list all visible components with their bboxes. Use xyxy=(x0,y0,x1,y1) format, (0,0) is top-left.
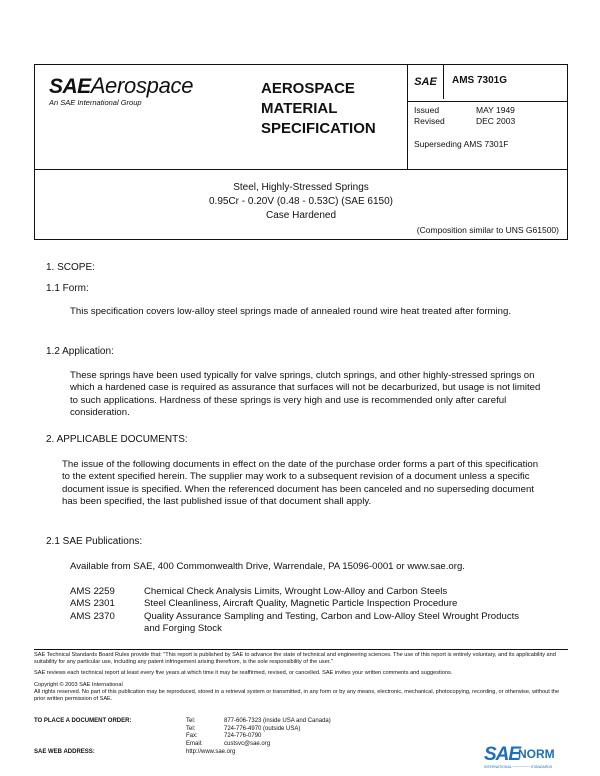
reference-list xyxy=(70,586,600,636)
section-1-1-heading: 1.1 Form: xyxy=(46,283,89,294)
footer-review-note: SAE reviews each technical report at least every five years at which time it may be reaffirmed, revised, or cancelled. SAE invites your written comments and suggestions. xyxy=(34,670,453,676)
section-2-heading: 2. APPLICABLE DOCUMENTS: xyxy=(46,434,188,445)
sae-norm-logo: SAE NORM INTERNATIONAL ─────── STANDARDS xyxy=(484,744,555,769)
footer-rules-note: SAE Technical Standards Board Rules provide that: "This report is published by SAE to advance the state of technical and engineering sciences. The use of this report is entirely voluntary, and its applicability and suitability for any particular use, including any patent infringement arising therefrom, is the sole responsibility of the user." xyxy=(34,652,556,666)
contact-block: TO PLACE A DOCUMENT ORDER: Tel: 877-606-7323 (inside USA and Canada) Tel: 724-776-4970 (outside USA) Fax: 724-776-0790 Email: custsvc@sae.org SAE WEB ADDRESS: http://www.sae.org xyxy=(34,718,424,757)
subject-line-2: 0.95Cr - 0.20V (0.48 - 0.53C) (SAE 6150) xyxy=(209,196,393,207)
issued-row: Issued MAY 1949 xyxy=(414,105,515,115)
web-address-label: SAE WEB ADDRESS: xyxy=(34,748,95,755)
logo-sae-text: SAE xyxy=(49,75,91,98)
superseding-note: Superseding AMS 7301F xyxy=(414,139,509,149)
phone-outside-usa[interactable]: 724-776-4970 (outside USA) xyxy=(224,725,301,732)
web-address-link[interactable]: http://www.sae.org xyxy=(186,748,236,755)
section-1-heading: 1. SCOPE: xyxy=(46,262,95,273)
title-line-3: SPECIFICATION xyxy=(261,120,376,137)
section-2-1-heading: 2.1 SAE Publications: xyxy=(46,536,143,547)
footer-copyright: Copyright © 2003 SAE International xyxy=(34,682,123,688)
section-1-2-text: These springs have been used typically for valve springs, clutch springs, and other highly-stressed springs on which a hardened case is required as assurance that surfaces will not be decarburized, but usage is not limited to such applications. Hardness of these springs is very high and use is recommended only after careful consideration. xyxy=(70,370,541,419)
phone-inside-usa[interactable]: 877-606-7323 (inside USA and Canada) xyxy=(224,718,331,724)
title-line-1: AEROSPACE xyxy=(261,80,355,97)
title-line-2: MATERIAL xyxy=(261,100,338,117)
section-2-1-text: Available from SAE, 400 Commonwealth Drive, Warrendale, PA 15096-0001 or www.sae.org. xyxy=(70,561,465,572)
document-info-panel xyxy=(407,65,567,169)
sae-aerospace-logo xyxy=(35,65,249,169)
composition-note: (Composition similar to UNS G61500) xyxy=(416,225,559,235)
header-box xyxy=(34,64,568,170)
footer-divider xyxy=(34,649,568,650)
document-type-title xyxy=(261,79,407,139)
sae-norm-logo-icon: SAE xyxy=(484,744,521,765)
list-item: AMS 2301 Steel Cleanliness, Aircraft Quality, Magnetic Particle Inspection Procedure xyxy=(70,598,458,610)
list-item: AMS 2259 Chemical Check Analysis Limits, Wrought Low-Alloy and Carbon Steels xyxy=(70,586,448,597)
sae-mini-logo-icon: SAE xyxy=(408,65,444,99)
logo-aerospace-text: Aerospace xyxy=(90,73,194,98)
logo-subtitle: An SAE International Group xyxy=(49,98,142,107)
section-1-2-heading: 1.2 Application: xyxy=(46,346,114,357)
email-link[interactable]: custsvc@sae.org xyxy=(224,741,271,748)
order-label: TO PLACE A DOCUMENT ORDER: xyxy=(34,718,132,724)
list-item: AMS 2370 Quality Assurance Sampling and Testing, Carbon and Low-Alloy Steel Wrought Products and Forging Stock xyxy=(70,610,520,635)
fax-number: 724-776-0790 xyxy=(224,733,262,740)
section-2-text: The issue of the following documents in effect on the date of the purchase order forms a part of this specification to the extent specified herein. The supplier may work to a subsequent revision of a document unless a specific document issue is specified. When the referenced document has been canceled and no superseding document has been specified, the last published issue of that document shall apply. xyxy=(62,459,539,508)
section-1-1-text: This specification covers low-alloy steel springs made of annealed round wire heat treated after forming. xyxy=(70,306,512,317)
subject-box xyxy=(34,170,568,240)
revised-row: Revised DEC 2003 xyxy=(414,116,516,126)
subject-line-3: Case Hardened xyxy=(265,210,337,221)
document-number: AMS 7301G xyxy=(452,75,508,86)
footer-rights-note: All rights reserved. No part of this publication may be reproduced, stored in a retrieval system or transmitted, in any form or by any means, electronic, mechanical, photocopying, recording, or otherwise, without the prior written permission of SAE. xyxy=(34,689,560,703)
subject-line-1: Steel, Highly-Stressed Springs xyxy=(233,182,369,193)
